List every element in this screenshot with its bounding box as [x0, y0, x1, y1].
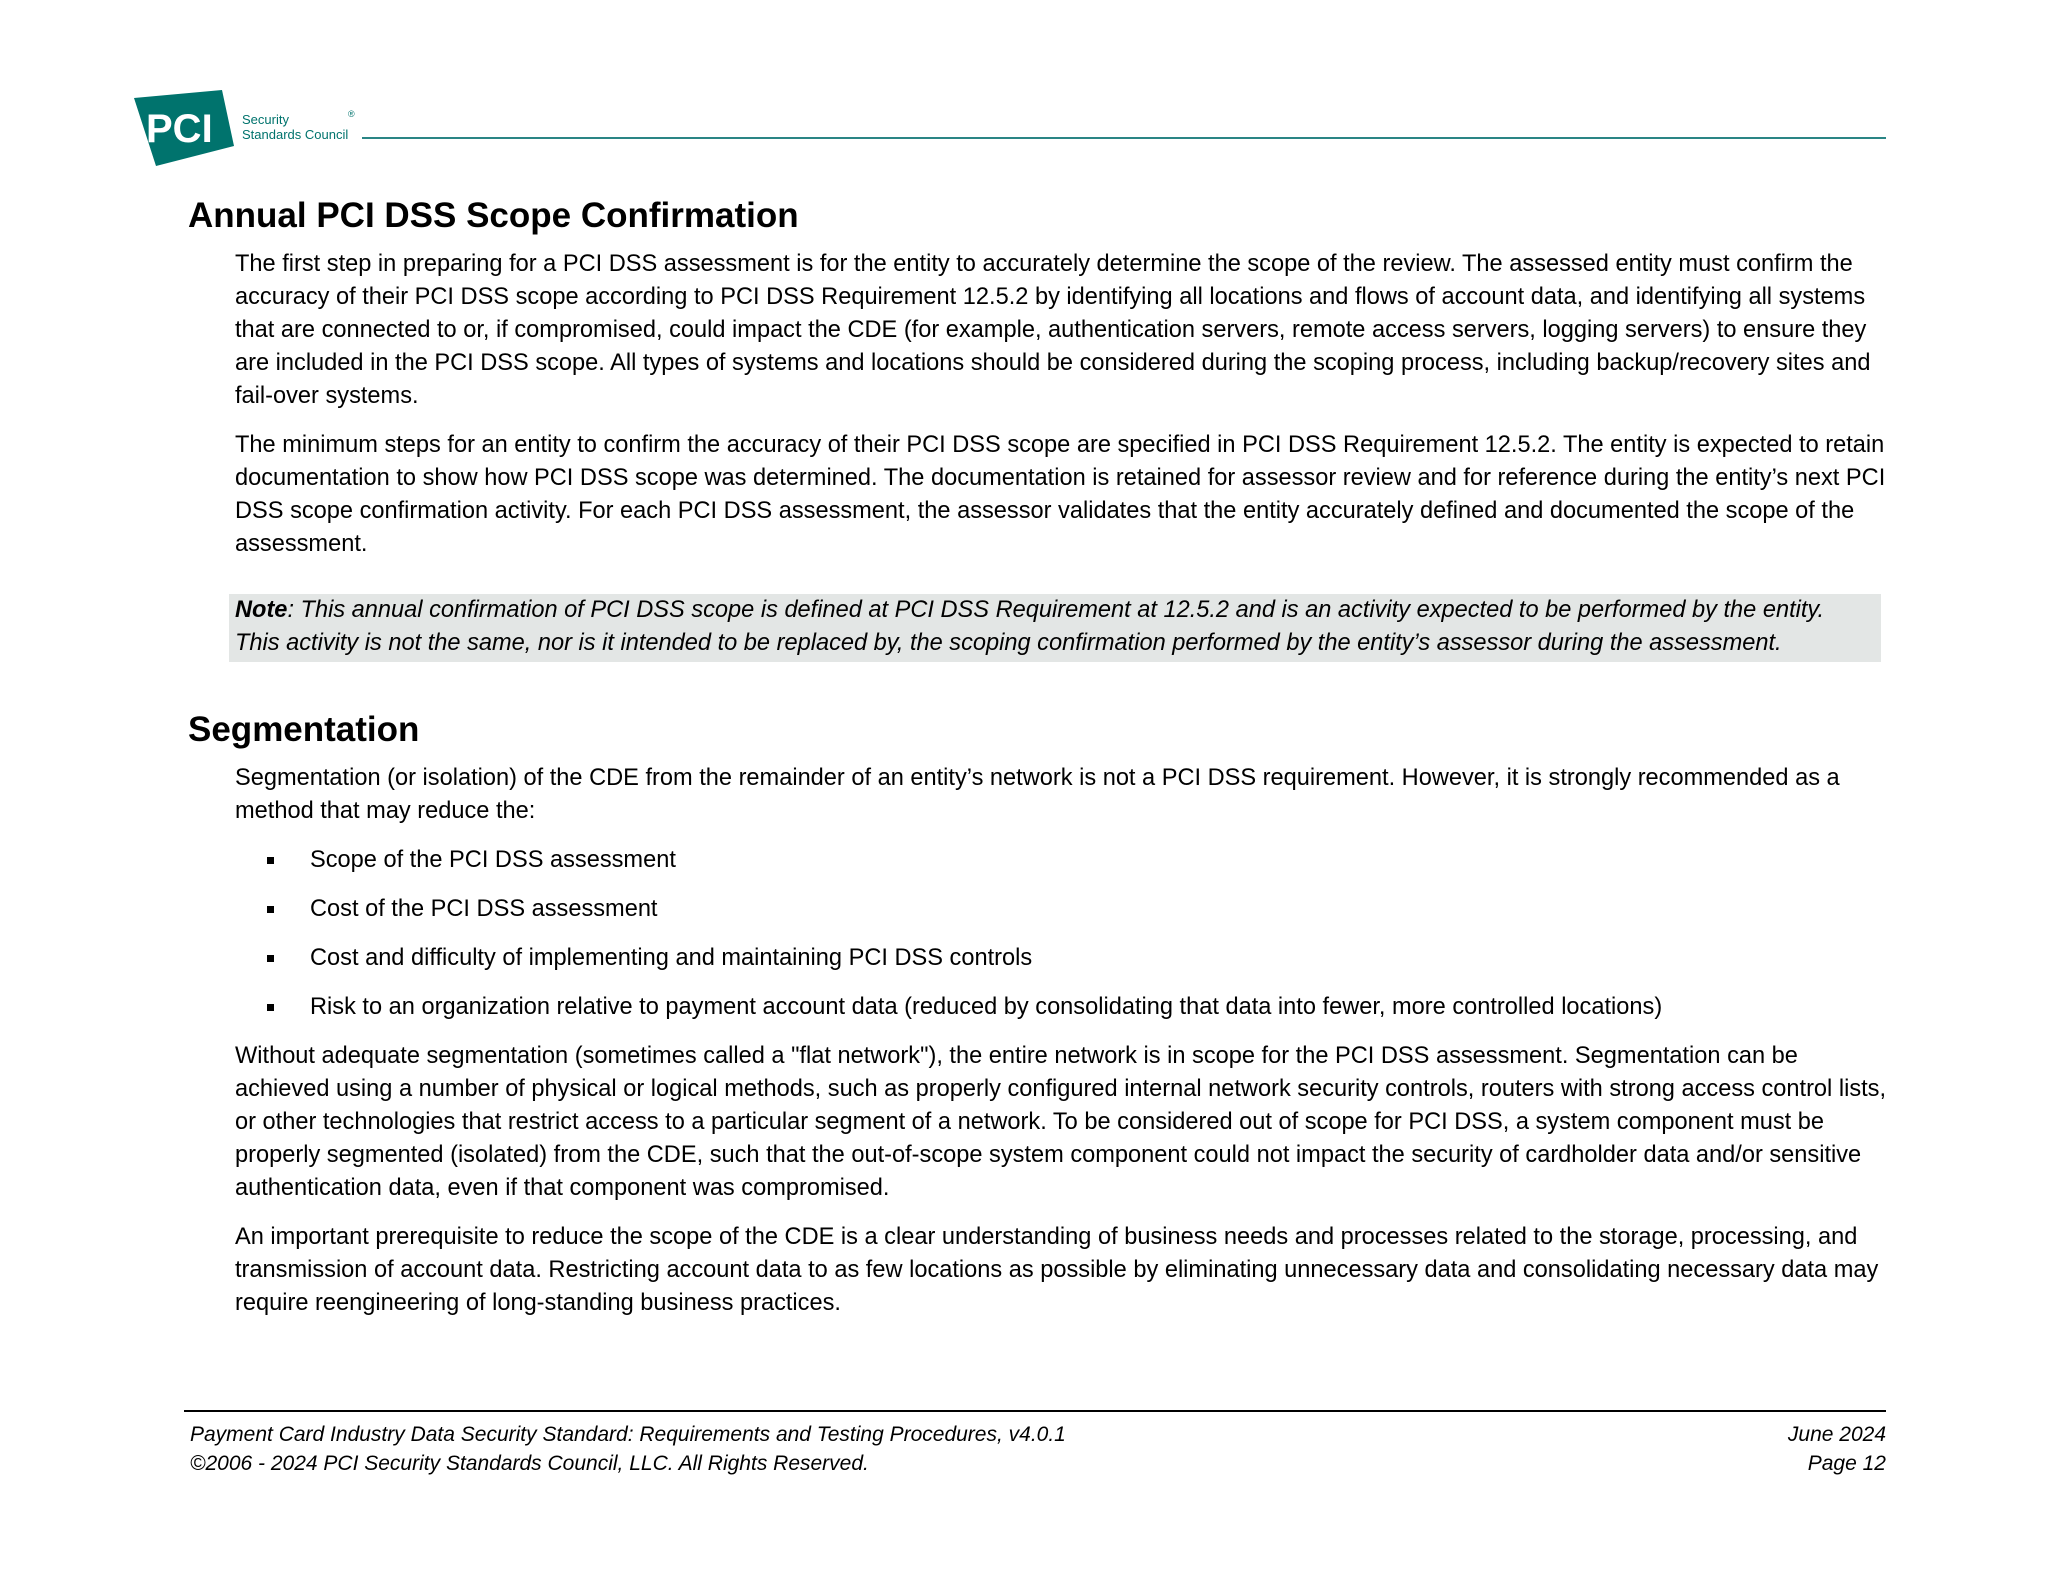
section-segmentation — [188, 710, 1888, 1320]
section-title: Segmentation — [188, 710, 420, 749]
footer-row-2 — [184, 1449, 1886, 1478]
pci-logo — [134, 90, 234, 166]
page-footer — [184, 1410, 1886, 1478]
section-title: Annual PCI DSS Scope Confirmation — [188, 196, 799, 235]
square-bullet-icon — [267, 857, 274, 864]
note-box — [229, 594, 1881, 662]
header-rule — [362, 137, 1886, 139]
section-body — [235, 248, 1888, 662]
paragraph: Segmentation (or isolation) of the CDE from the remainder of an entity’s network is not a PCI DSS requirement. However, it is strongly recommended as a method that may reduce the: — [235, 765, 1840, 824]
list-item: Cost and difficulty of implementing and maintaining PCI DSS controls — [235, 942, 1888, 975]
section-scope-confirmation — [188, 196, 1888, 662]
list-item: Risk to an organization relative to payment account data (reduced by consolidating that data into fewer, more controlled locations) — [235, 991, 1888, 1024]
footer-page-number: Page 12 — [1807, 1452, 1886, 1475]
square-bullet-icon — [267, 955, 274, 962]
logo-subtitle — [242, 112, 348, 142]
paragraph: The first step in preparing for a PCI DSS assessment is for the entity to accurately determine the scope of the review. The assessed entity must confirm the accuracy of their PCI DSS scope according to PCI DSS Requirement 12.5.2 by identifying all locations and flows of account data, and identifying all systems that are connected to or, if compromised, could impact the CDE (for example, authentication servers, remote access servers, logging servers) to ensure they are included in the PCI DSS scope. All types of systems and locations should be considered during the scoping process, including backup/recovery sites and fail-over systems. — [235, 251, 1871, 409]
footer-copyright: ©2006 - 2024 PCI Security Standards Council, LLC. All Rights Reserved. — [190, 1452, 869, 1475]
logo-subtitle-line1: Security — [242, 112, 289, 127]
square-bullet-icon — [267, 906, 274, 913]
page-header — [134, 90, 1886, 166]
logo-text: PCI — [146, 107, 213, 151]
footer-doc-title: Payment Card Industry Data Security Standard: Requirements and Testing Procedures, v4.0.1 — [190, 1423, 1066, 1446]
paragraph: The minimum steps for an entity to confirm the accuracy of their PCI DSS scope are specified in PCI DSS Requirement 12.5.2. The entity is expected to retain documentation to show how PCI DSS scope was determined. The documentation is retained for assessor review and for reference during the entity’s next PCI DSS scope confirmation activity. For each PCI DSS assessment, the assessor validates that the entity accurately defined and documented the scope of the assessment. — [235, 432, 1886, 557]
footer-row-1 — [184, 1420, 1886, 1449]
registered-mark: ® — [348, 109, 355, 119]
list-item: Cost of the PCI DSS assessment — [235, 893, 1888, 926]
main-content — [188, 196, 1888, 1336]
note-text: : This annual confirmation of PCI DSS scope is defined at PCI DSS Requirement at 12.5.2 and is an activity expected to be performed by the entity. This activity is not the same, nor is it intended to be replaced by, the scoping confirmation performed by the entity’s assessor during the assessment. — [235, 597, 1825, 656]
note-label: Note — [235, 597, 288, 623]
square-bullet-icon — [267, 1004, 274, 1011]
bullet-list — [235, 844, 1888, 1024]
footer-rule — [184, 1410, 1886, 1412]
section-body — [235, 762, 1888, 1320]
paragraph: Without adequate segmentation (sometimes called a "flat network"), the entire network is in scope for the PCI DSS assessment. Segmentation can be achieved using a number of physical or logical methods, such as properly configured internal network security controls, routers with strong access control lists, or other technologies that restrict access to a particular segment of a network. To be considered out of scope for PCI DSS, a system component must be properly segmented (isolated) from the CDE, such that the out-of-scope system component could not impact the security of cardholder data and/or sensitive authentication data, even if that component was compromised. — [235, 1043, 1887, 1201]
footer-date: June 2024 — [1787, 1423, 1886, 1446]
list-item: Scope of the PCI DSS assessment — [235, 844, 1888, 877]
logo-subtitle-line2: Standards Council — [242, 127, 349, 142]
paragraph: An important prerequisite to reduce the scope of the CDE is a clear understanding of business needs and processes related to the storage, processing, and transmission of account data. Restricting account data to as few locations as possible by eliminating unnecessary data and consolidating necessary data may require reengineering of long-standing business practices. — [235, 1224, 1879, 1316]
